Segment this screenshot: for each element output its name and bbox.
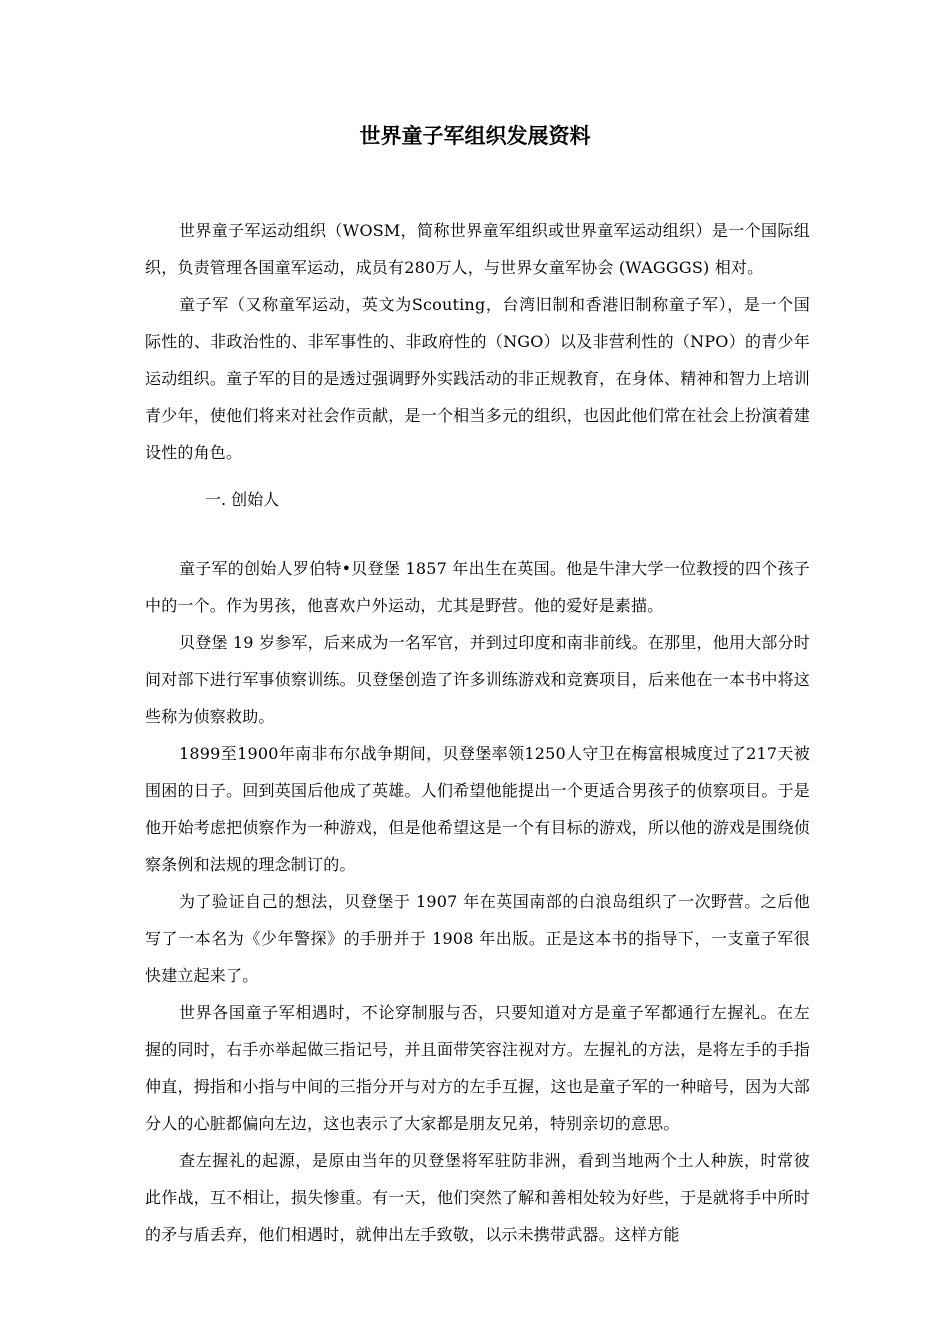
intro-paragraph-wosm: 世界童子军运动组织（WOSM，简称世界童军组织或世界童军运动组织）是一个国际组织，负责管理各国童军运动，成员有280万人，与世界女童军协会 (WAGGGS) 相对。 bbox=[145, 221, 810, 277]
paragraph-handshake-origin: 查左握礼的起源，是原由当年的贝登堡将军驻防非洲，看到当地两个土人种族，时常彼此作战，互不相让，损失惨重。有一天，他们突然了解和善相处较为好些，于是就将手中所时的矛与盾丢弃，他们相遇时，就伸出左手致敬，以示未携带武器。这样方能 bbox=[145, 1151, 810, 1244]
paragraph-founder-birth: 童子军的创始人罗伯特•贝登堡 1857 年出生在英国。他是牛津大学一位教授的四个孩子中的一个。作为男孩，他喜欢户外运动，尤其是野营。他的爱好是素描。 bbox=[145, 559, 810, 615]
paragraph-boer-war: 1899至1900年南非布尔战争期间，贝登堡率领1250人守卫在梅富根城度过了217天被围困的日子。回到英国后他成了英雄。人们希望他能提出一个更适合男孩子的侦察项目。于是他开始考虑把侦察作为一种游戏，但是他希望这是一个有目标的游戏，所以他的游戏是围绕侦察条例和法规的理念制订的。 bbox=[145, 744, 810, 874]
founder-section bbox=[145, 550, 810, 1253]
paragraph-military-career: 贝登堡 19 岁参军，后来成为一名军官，并到过印度和南非前线。在那里，他用大部分时间对部下进行军事侦察训练。贝登堡创造了许多训练游戏和竞赛项目，后来他在一本书中将这些称为侦察救助。 bbox=[145, 633, 810, 726]
intro-section bbox=[145, 212, 810, 471]
paragraph-first-camp: 为了验证自己的想法，贝登堡于 1907 年在英国南部的白浪岛组织了一次野营。之后他写了一本名为《少年警探》的手册并于 1908 年出版。正是这本书的指导下，一支童子军很快建立起来了。 bbox=[145, 892, 810, 985]
intro-paragraph-scouting: 童子军（又称童军运动，英文为Scouting，台湾旧制和香港旧制称童子军），是一个国际性的、非政治性的、非军事性的、非政府性的（NGO）以及非营利性的（NPO）的青少年运动组织。童子军的目的是透过强调野外实践活动的非正规教育，在身体、精神和智力上培训青少年，使他们将来对社会作贡献，是一个相当多元的组织，也因此他们常在社会上扮演着建设性的角色。 bbox=[145, 295, 810, 462]
paragraph-left-handshake: 世界各国童子军相遇时，不论穿制服与否，只要知道对方是童子军都通行左握礼。在左握的同时，右手亦举起做三指记号，并且面带笑容注视对方。左握礼的方法，是将左手的手指伸直，拇指和小指与中间的三指分开与对方的左手互握，这也是童子军的一种暗号，因为大部分人的心脏都偏向左边，这也表示了大家都是朋友兄弟，特别亲切的意思。 bbox=[145, 1003, 810, 1133]
document-title: 世界童子军组织发展资料 bbox=[359, 124, 591, 148]
section-heading-founder: 一. 创始人 bbox=[205, 490, 280, 509]
